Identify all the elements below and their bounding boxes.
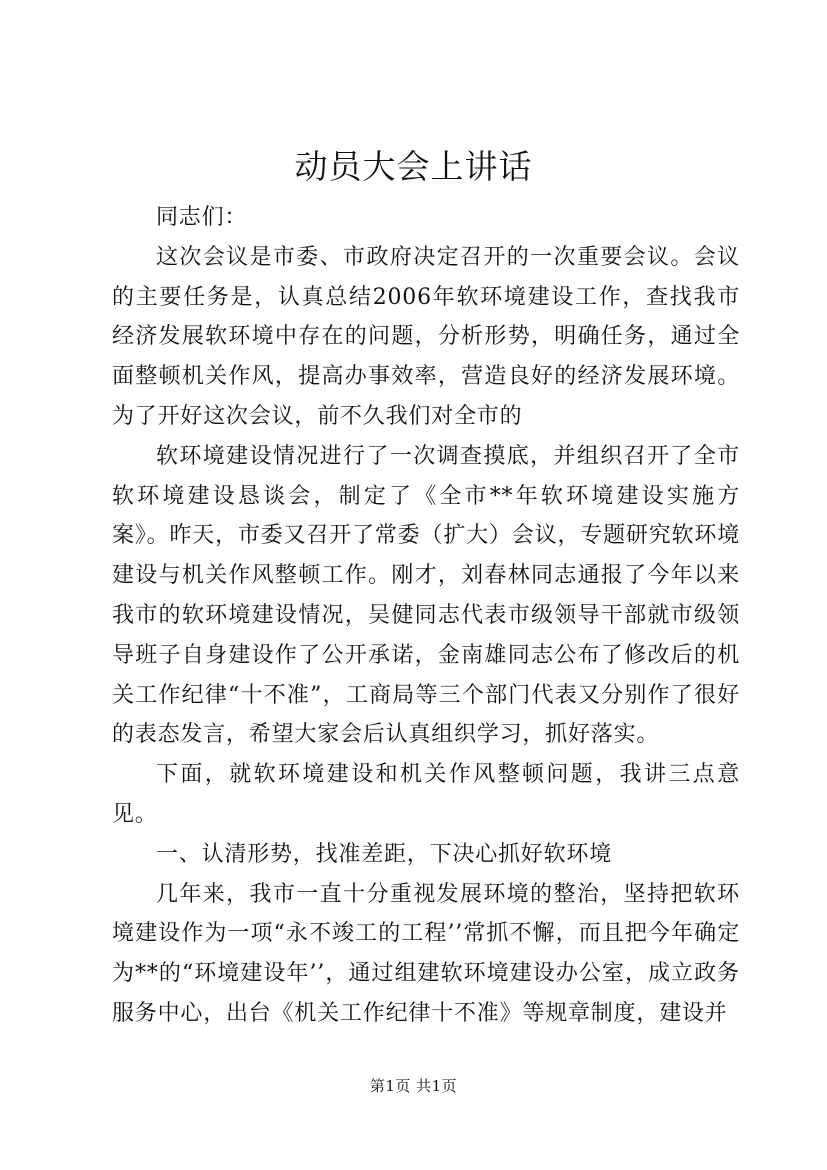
section-heading: 一、认清形势，找准差距，下决心抓好软环境 [156, 841, 613, 867]
document-title: 动员大会上讲话 [294, 147, 533, 186]
body-paragraph: 软环境建设情况进行了一次调查摸底，并组织召开了全市软环境建设恳谈会，制定了《全市**年软环境建设实施方案》。昨天，市委又召开了常委（扩大）会议，专题研究软环境建设与机关作风整顿工作。刚才，刘春林同志通报了今年以来我市的软环境建设情况，吴健同志代表市级领导干部就市级领导班子自身建设作了公开承诺，金南雄同志公布了修改后的机关工作纪律“十不准”，工商局等三个部门代表又分别作了很好的表态发言，希望大家会后认真组织学习，抓好落实。 [112, 443, 740, 748]
body-paragraph: 下面，就软环境建设和机关作风整顿问题，我讲三点意见。 [112, 762, 740, 827]
body-paragraph: 这次会议是市委、市政府决定召开的一次重要会议。会议的主要任务是，认真总结2006年软环境建设工作，查找我市经济发展软环境中存在的问题，分析形势，明确任务，通过全面整顿机关作风，提高办事效率，营造良好的经济发展环境。为了开好这次会议，前不久我们对全市的 [112, 244, 740, 429]
salutation-paragraph: 同志们： [156, 205, 248, 230]
page-footer: 第1页 共1页 [369, 1077, 458, 1095]
document-body [112, 198, 740, 1034]
body-paragraph: 几年来，我市一直十分重视发展环境的整治，坚持把软环境建设作为一项“永不竣工的工程’’常抓不懈，而且把今年确定为**的“环境建设年’’，通过组建软环境建设办公室，成立政务服务中心，出台《机关工作纪律十不准》等规章制度，建设并 [112, 881, 740, 1026]
